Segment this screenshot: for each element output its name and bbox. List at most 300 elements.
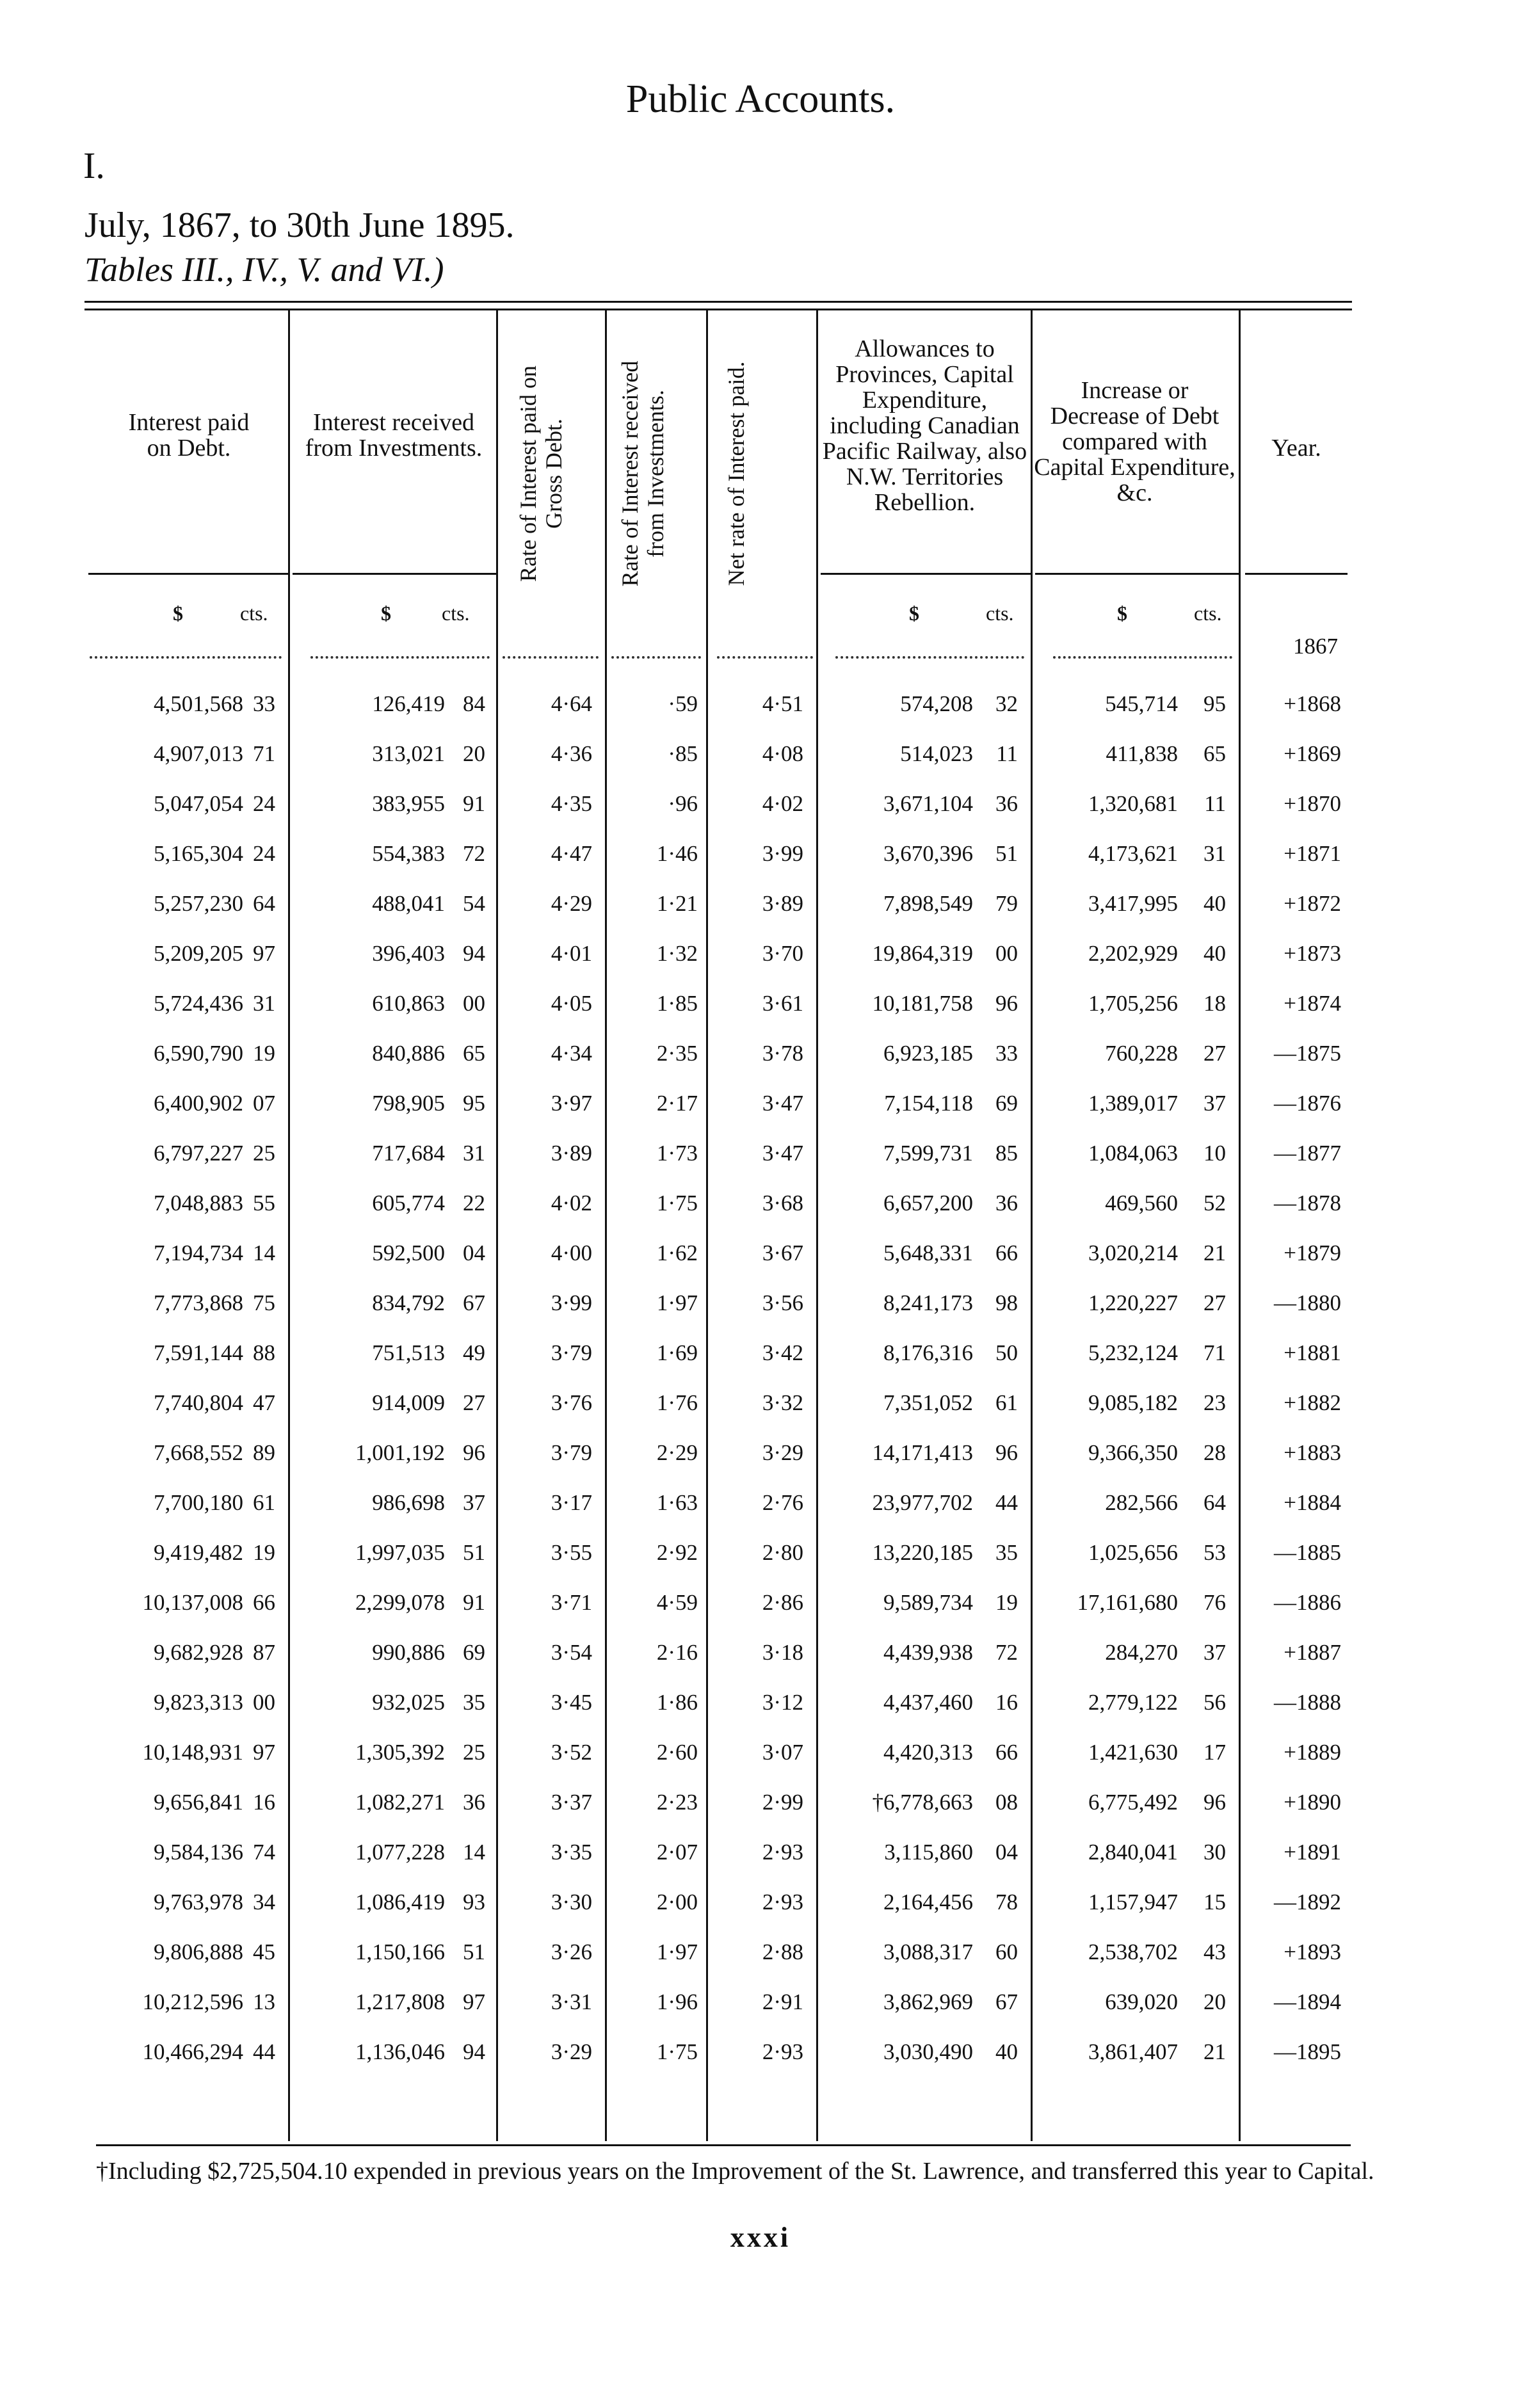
cell-year: —1875	[1274, 1041, 1341, 1066]
cell-allow: 8,176,316	[883, 1340, 973, 1365]
cell-recv: 1,077,228	[355, 1840, 445, 1865]
cell-recv-c: 96	[463, 1440, 485, 1465]
cell-paid-c: 00	[253, 1690, 275, 1715]
cell-recv: 554,383	[372, 841, 445, 866]
cell-recv-c: 00	[463, 991, 485, 1016]
cell-paid-c: 33	[253, 691, 275, 716]
cell-year: +1868	[1284, 691, 1341, 716]
cell-allow-c: 98	[995, 1290, 1018, 1315]
cell-inc: 2,840,041	[1088, 1840, 1178, 1865]
cell-allow: 3,671,104	[883, 791, 973, 816]
cell-allow-c: 67	[995, 1989, 1018, 2014]
cell-recv: 1,086,419	[355, 1890, 445, 1914]
cell-paid: 7,591,144	[154, 1340, 243, 1365]
cell-recv: 834,792	[372, 1290, 445, 1315]
cell-paid: 5,165,304	[154, 841, 243, 866]
cell-recv: 1,001,192	[355, 1440, 445, 1465]
cell-rg: 4·29	[551, 891, 592, 916]
cell-allow-c: 96	[995, 991, 1018, 1016]
cell-allow: 4,439,938	[883, 1640, 973, 1665]
cell-allow: 23,977,702	[872, 1490, 973, 1515]
cell-inc-c: 30	[1203, 1840, 1226, 1865]
cell-ri: 2·00	[656, 1890, 698, 1914]
cell-paid: 7,668,552	[154, 1440, 243, 1465]
cell-inc-c: 21	[1203, 1240, 1226, 1265]
cell-rg: 3·52	[551, 1740, 592, 1765]
cell-nr: 2·93	[762, 2039, 803, 2064]
cell-allow-c: 69	[995, 1091, 1018, 1116]
cell-rg: 3·45	[551, 1690, 592, 1715]
cell-paid: 5,047,054	[154, 791, 243, 816]
cell-paid-c: 97	[253, 1740, 275, 1765]
cell-ri: ·96	[668, 791, 698, 816]
cell-allow: 9,589,734	[883, 1590, 973, 1615]
col-divider	[816, 310, 818, 2141]
cell-recv: 1,305,392	[355, 1740, 445, 1765]
cell-inc: 2,538,702	[1088, 1939, 1178, 1964]
cell-inc-c: 40	[1203, 941, 1226, 966]
cell-year: +1893	[1284, 1939, 1341, 1964]
header-interest-paid: Interest paid on Debt.	[128, 409, 250, 462]
cell-nr: 2·93	[762, 1840, 803, 1865]
cell-paid: 10,466,294	[142, 2039, 243, 2064]
cell-paid: 9,682,928	[154, 1640, 243, 1665]
header-rule	[821, 573, 1031, 575]
cell-recv: 383,955	[372, 791, 445, 816]
cell-allow-c: 72	[995, 1640, 1018, 1665]
cell-paid: 7,740,804	[154, 1390, 243, 1415]
cell-paid: 9,763,978	[154, 1890, 243, 1914]
cell-year: —1878	[1274, 1191, 1341, 1216]
cell-allow-c: 66	[995, 1740, 1018, 1765]
cell-ri: 1·97	[656, 1290, 698, 1315]
cell-inc: 1,320,681	[1088, 791, 1178, 816]
cell-year: —1895	[1274, 2039, 1341, 2064]
cell-recv: 610,863	[372, 991, 445, 1016]
cell-allow: 514,023	[900, 741, 973, 766]
cell-paid-c: 47	[253, 1390, 275, 1415]
cell-paid: 6,797,227	[154, 1141, 243, 1166]
cell-allow-c: 96	[995, 1440, 1018, 1465]
cell-ri: 2·23	[656, 1790, 698, 1815]
cell-paid: 4,907,013	[154, 741, 243, 766]
cell-inc: 1,421,630	[1088, 1740, 1178, 1765]
cell-inc-c: 17	[1203, 1740, 1226, 1765]
cell-inc: 5,232,124	[1088, 1340, 1178, 1365]
cell-allow-c: 78	[995, 1890, 1018, 1914]
cell-inc-c: 52	[1203, 1191, 1226, 1216]
cell-inc: 3,020,214	[1088, 1240, 1178, 1265]
cell-inc-c: 37	[1203, 1091, 1226, 1116]
cell-rg: 3·26	[551, 1939, 592, 1964]
cell-allow: 6,657,200	[883, 1191, 973, 1216]
cell-inc-c: 43	[1203, 1939, 1226, 1964]
cell-paid: 6,400,902	[154, 1091, 243, 1116]
cell-year: +1891	[1284, 1840, 1341, 1865]
cell-inc-c: 21	[1203, 2039, 1226, 2064]
cell-recv-c: 51	[463, 1939, 485, 1964]
cell-allow: 10,181,758	[872, 991, 973, 1016]
cell-ri: 4·59	[656, 1590, 698, 1615]
cell-paid: 6,590,790	[154, 1041, 243, 1066]
cell-recv-c: 04	[463, 1240, 485, 1265]
dotted-rule	[503, 656, 599, 659]
cell-nr: 3·12	[762, 1690, 803, 1715]
cell-recv-c: 84	[463, 691, 485, 716]
cell-paid: 9,656,841	[154, 1790, 243, 1815]
cell-recv: 126,419	[372, 691, 445, 716]
top-rule	[84, 301, 1352, 303]
cell-recv-c: 91	[463, 791, 485, 816]
bottom-rule	[96, 2144, 1351, 2146]
cell-recv-c: 72	[463, 841, 485, 866]
cell-recv-c: 54	[463, 891, 485, 916]
cell-nr: 4·02	[762, 791, 803, 816]
dotted-rule	[835, 656, 1024, 659]
cell-allow-c: 79	[995, 891, 1018, 916]
cell-rg: 3·76	[551, 1390, 592, 1415]
cell-year: +1871	[1284, 841, 1341, 866]
cell-paid: 9,806,888	[154, 1939, 243, 1964]
cell-recv-c: 97	[463, 1989, 485, 2014]
cell-paid: 7,773,868	[154, 1290, 243, 1315]
cell-paid-c: 19	[253, 1041, 275, 1066]
cell-inc: 1,389,017	[1088, 1091, 1178, 1116]
cell-inc-c: 11	[1204, 791, 1226, 816]
col-divider	[1239, 310, 1241, 2141]
cell-ri: 1·75	[656, 1191, 698, 1216]
cell-rg: 3·35	[551, 1840, 592, 1865]
cell-ri: 2·29	[656, 1440, 698, 1465]
units-allowances: $	[909, 602, 919, 625]
cell-paid-c: 74	[253, 1840, 275, 1865]
units-interest-received-cts: cts.	[442, 602, 470, 625]
cell-nr: 3·47	[762, 1091, 803, 1116]
cell-rg: 3·71	[551, 1590, 592, 1615]
cell-allow: 6,923,185	[883, 1041, 973, 1066]
col-divider	[1031, 310, 1033, 2141]
cell-rg: 3·54	[551, 1640, 592, 1665]
cell-allow-c: 66	[995, 1240, 1018, 1265]
cell-inc-c: 23	[1203, 1390, 1226, 1415]
cell-inc-c: 64	[1203, 1490, 1226, 1515]
cell-rg: 3·31	[551, 1989, 592, 2014]
cell-recv: 1,997,035	[355, 1540, 445, 1565]
cell-allow: 7,898,549	[883, 891, 973, 916]
cell-inc: 2,779,122	[1088, 1690, 1178, 1715]
cell-ri: 1·32	[656, 941, 698, 966]
cell-inc: 1,157,947	[1088, 1890, 1178, 1914]
cell-inc: 9,085,182	[1088, 1390, 1178, 1415]
cell-allow: 19,864,319	[872, 941, 973, 966]
cell-year: —1888	[1274, 1690, 1341, 1715]
cell-recv-c: 14	[463, 1840, 485, 1865]
cell-paid: 10,148,931	[142, 1740, 243, 1765]
units-interest-received: $	[381, 602, 391, 625]
cell-nr: 4·08	[762, 741, 803, 766]
cell-inc-c: 31	[1203, 841, 1226, 866]
cell-recv: 986,698	[372, 1490, 445, 1515]
units-interest-paid-cts: cts.	[240, 602, 268, 625]
cell-allow: 2,164,456	[883, 1890, 973, 1914]
cell-nr: 2·91	[762, 1989, 803, 2014]
cell-paid: 7,700,180	[154, 1490, 243, 1515]
section-mark: I.	[83, 145, 105, 186]
cell-paid-c: 87	[253, 1640, 275, 1665]
cell-allow-c: 60	[995, 1939, 1018, 1964]
cell-ri: 2·17	[656, 1091, 698, 1116]
cell-rg: 3·30	[551, 1890, 592, 1914]
cell-allow-c: 85	[995, 1141, 1018, 1166]
cell-recv: 798,905	[372, 1091, 445, 1116]
cell-paid-c: 19	[253, 1540, 275, 1565]
cell-recv: 840,886	[372, 1041, 445, 1066]
cell-rg: 3·97	[551, 1091, 592, 1116]
cell-recv: 1,150,166	[355, 1939, 445, 1964]
cell-nr: 4·51	[762, 691, 803, 716]
header-allowances: Allowances to Provinces, Capital Expenditure, including Canadian Pacific Railway, also N.W. Territories Rebellion.	[822, 335, 1027, 516]
cell-ri: 1·85	[656, 991, 698, 1016]
cell-recv-c: 35	[463, 1690, 485, 1715]
cell-allow: 4,420,313	[883, 1740, 973, 1765]
cell-paid-c: 14	[253, 1240, 275, 1265]
cell-inc: 282,566	[1105, 1490, 1178, 1515]
cell-year: +1873	[1284, 941, 1341, 966]
cell-recv-c: 22	[463, 1191, 485, 1216]
cell-rg: 3·17	[551, 1490, 592, 1515]
cell-inc: 6,775,492	[1088, 1790, 1178, 1815]
cell-inc-c: 76	[1203, 1590, 1226, 1615]
col-divider	[496, 310, 498, 2141]
cell-allow-c: 00	[995, 941, 1018, 966]
dotted-rule	[1053, 656, 1232, 659]
cell-paid-c: 89	[253, 1440, 275, 1465]
cell-allow-c: 44	[995, 1490, 1018, 1515]
cell-inc: 760,228	[1105, 1041, 1178, 1066]
cell-nr: 3·67	[762, 1240, 803, 1265]
cell-inc: 9,366,350	[1088, 1440, 1178, 1465]
cell-paid: 7,194,734	[154, 1240, 243, 1265]
cell-nr: 3·99	[762, 841, 803, 866]
header-rule	[293, 573, 496, 575]
cell-paid-c: 61	[253, 1490, 275, 1515]
cell-allow-c: 50	[995, 1340, 1018, 1365]
cell-allow-c: 33	[995, 1041, 1018, 1066]
header-rule	[88, 573, 288, 575]
cell-allow: 8,241,173	[883, 1290, 973, 1315]
cell-ri: ·85	[668, 741, 698, 766]
cell-recv: 1,217,808	[355, 1989, 445, 2014]
cell-year: +1887	[1284, 1640, 1341, 1665]
cell-nr: 2·80	[762, 1540, 803, 1565]
cell-nr: 2·76	[762, 1490, 803, 1515]
cell-nr: 2·93	[762, 1890, 803, 1914]
cell-paid: 5,209,205	[154, 941, 243, 966]
cell-nr: 2·99	[762, 1790, 803, 1815]
cell-recv-c: 91	[463, 1590, 485, 1615]
cell-recv-c: 67	[463, 1290, 485, 1315]
cell-paid: 9,584,136	[154, 1840, 243, 1865]
cell-nr: 3·42	[762, 1340, 803, 1365]
cell-recv: 396,403	[372, 941, 445, 966]
cell-inc: 17,161,680	[1077, 1590, 1178, 1615]
cell-inc: 3,861,407	[1088, 2039, 1178, 2064]
cell-paid: 5,257,230	[154, 891, 243, 916]
period-heading: July, 1867, to 30th June 1895.	[84, 205, 515, 245]
cell-year: —1877	[1274, 1141, 1341, 1166]
cell-paid-c: 55	[253, 1191, 275, 1216]
cell-ri: 1·75	[656, 2039, 698, 2064]
cell-allow: 4,437,460	[883, 1690, 973, 1715]
cell-inc-c: 65	[1203, 741, 1226, 766]
cell-recv-c: 51	[463, 1540, 485, 1565]
cell-inc-c: 18	[1203, 991, 1226, 1016]
cell-inc: 1,084,063	[1088, 1141, 1178, 1166]
col-divider	[706, 310, 708, 2141]
cell-paid-c: 24	[253, 841, 275, 866]
header-rate-investments: Rate of Interest received from Investments.	[617, 360, 668, 587]
cell-recv-c: 95	[463, 1091, 485, 1116]
cell-nr: 3·29	[762, 1440, 803, 1465]
cell-ri: 1·76	[656, 1390, 698, 1415]
cell-rg: 4·05	[551, 991, 592, 1016]
cell-allow: 7,351,052	[883, 1390, 973, 1415]
cell-year: +1879	[1284, 1240, 1341, 1265]
cell-inc-c: 27	[1203, 1290, 1226, 1315]
cell-rg: 4·00	[551, 1240, 592, 1265]
cell-inc: 1,220,227	[1088, 1290, 1178, 1315]
cell-inc-c: 10	[1203, 1141, 1226, 1166]
cell-recv: 914,009	[372, 1390, 445, 1415]
cell-ri: 2·16	[656, 1640, 698, 1665]
cell-allow: 5,648,331	[883, 1240, 973, 1265]
cell-inc: 3,417,995	[1088, 891, 1178, 916]
cell-inc: 2,202,929	[1088, 941, 1178, 966]
page-title: Public Accounts.	[625, 77, 896, 121]
footnote: †Including $2,725,504.10 expended in previous years on the Improvement of the St. Lawrence, and transferred this year to Capital.	[96, 2158, 1374, 2185]
cell-recv-c: 65	[463, 1041, 485, 1066]
cell-rg: 4·01	[551, 941, 592, 966]
cell-inc: 639,020	[1105, 1989, 1178, 2014]
cell-allow: 7,154,118	[884, 1091, 973, 1116]
cell-ri: ·59	[668, 691, 698, 716]
cell-nr: 3·70	[762, 941, 803, 966]
cell-year: —1876	[1274, 1091, 1341, 1116]
cell-rg: 3·79	[551, 1340, 592, 1365]
cell-paid-c: 64	[253, 891, 275, 916]
cell-inc-c: 96	[1203, 1790, 1226, 1815]
cell-nr: 2·88	[762, 1939, 803, 1964]
cell-paid: 9,823,313	[154, 1690, 243, 1715]
cell-recv: 313,021	[372, 741, 445, 766]
cell-inc-c: 53	[1203, 1540, 1226, 1565]
dotted-rule	[717, 656, 813, 659]
cell-paid-c: 45	[253, 1939, 275, 1964]
cell-paid: 4,501,568	[154, 691, 243, 716]
cell-allow-c: 36	[995, 791, 1018, 816]
cell-year: —1894	[1274, 1989, 1341, 2014]
cell-paid-c: 31	[253, 991, 275, 1016]
cell-recv-c: 93	[463, 1890, 485, 1914]
cell-ri: 1·62	[656, 1240, 698, 1265]
dotted-rule	[310, 656, 490, 659]
cell-recv: 592,500	[372, 1240, 445, 1265]
cell-rg: 4·34	[551, 1041, 592, 1066]
cell-inc-c: 37	[1203, 1640, 1226, 1665]
cell-recv-c: 20	[463, 741, 485, 766]
header-rule	[1245, 573, 1348, 575]
cell-allow: 3,115,860	[884, 1840, 973, 1865]
cell-inc: 411,838	[1106, 741, 1178, 766]
cell-allow-c: 16	[995, 1690, 1018, 1715]
cell-allow: 13,220,185	[872, 1540, 973, 1565]
cell-paid-c: 97	[253, 941, 275, 966]
cell-paid-c: 44	[253, 2039, 275, 2064]
dotted-rule	[90, 656, 282, 659]
cell-allow: 3,088,317	[883, 1939, 973, 1964]
cell-recv: 932,025	[372, 1690, 445, 1715]
cell-allow-c: 51	[995, 841, 1018, 866]
cell-rg: 4·36	[551, 741, 592, 766]
header-net-rate: Net rate of Interest paid.	[723, 361, 749, 586]
units-increase: $	[1117, 602, 1127, 625]
cell-nr: 3·89	[762, 891, 803, 916]
cell-year: +1883	[1284, 1440, 1341, 1465]
cell-recv-c: 31	[463, 1141, 485, 1166]
header-increase: Increase or Decrease of Debt compared with Capital Expenditure, &c.	[1034, 377, 1235, 506]
cell-year: +1882	[1284, 1390, 1341, 1415]
cell-ri: 2·92	[656, 1540, 698, 1565]
cell-allow: 3,862,969	[883, 1989, 973, 2014]
cell-inc-c: 28	[1203, 1440, 1226, 1465]
cell-year: —1885	[1274, 1540, 1341, 1565]
cell-recv-c: 69	[463, 1640, 485, 1665]
cell-recv-c: 94	[463, 941, 485, 966]
tables-reference: Tables III., IV., V. and VI.)	[84, 250, 444, 289]
cell-rg: 3·37	[551, 1790, 592, 1815]
cell-ri: 1·73	[656, 1141, 698, 1166]
cell-nr: 3·07	[762, 1740, 803, 1765]
cell-paid-c: 34	[253, 1890, 275, 1914]
cell-paid-c: 75	[253, 1290, 275, 1315]
cell-year: +1869	[1284, 741, 1341, 766]
cell-allow-c: 36	[995, 1191, 1018, 1216]
header-year: Year.	[1271, 435, 1321, 462]
cell-allow: 14,171,413	[872, 1440, 973, 1465]
cell-paid-c: 66	[253, 1590, 275, 1615]
cell-recv-c: 25	[463, 1740, 485, 1765]
header-rate-gross: Rate of Interest paid on Gross Debt.	[515, 365, 567, 582]
cell-year: +1872	[1284, 891, 1341, 916]
cell-ri: 1·21	[656, 891, 698, 916]
cell-inc-c: 27	[1203, 1041, 1226, 1066]
cell-allow: 3,030,490	[883, 2039, 973, 2064]
cell-recv: 717,684	[372, 1141, 445, 1166]
cell-rg: 3·29	[551, 2039, 592, 2064]
cell-year: +1874	[1284, 991, 1341, 1016]
units-allowances-cts: cts.	[986, 602, 1014, 625]
cell-allow: 574,208	[900, 691, 973, 716]
cell-allow-c: 40	[995, 2039, 1018, 2064]
cell-inc: 1,705,256	[1088, 991, 1178, 1016]
page-number: xxxi	[730, 2222, 791, 2253]
cell-paid-c: 88	[253, 1340, 275, 1365]
cell-recv-c: 27	[463, 1390, 485, 1415]
cell-allow-c: 08	[995, 1790, 1018, 1815]
cell-rg: 3·79	[551, 1440, 592, 1465]
cell-allow-c: 11	[996, 741, 1018, 766]
cell-paid: 10,137,008	[142, 1590, 243, 1615]
